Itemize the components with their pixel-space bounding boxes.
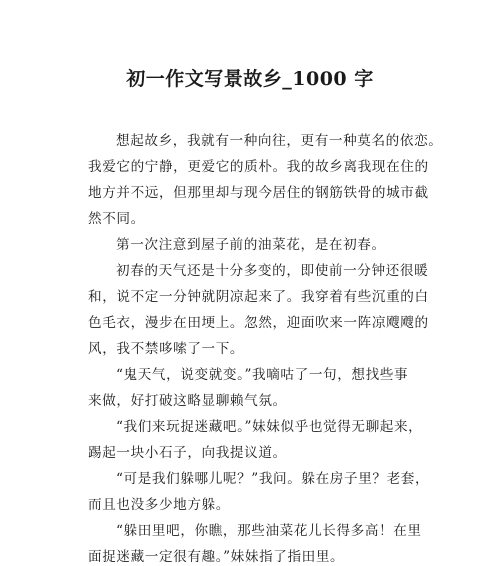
document-body <box>88 128 443 566</box>
paragraph-line: 踢起一块小石子，向我提议道。 <box>88 445 287 461</box>
paragraph-line: “可是我们躲哪儿呢？”我问。躲在房子里？老套， <box>116 471 430 487</box>
paragraph-line: “我们来玩捉迷藏吧。”妹妹似乎也觉得无聊起来， <box>116 419 423 435</box>
paragraph-line: 来做，好打破这略显聊赖气氛。 <box>88 393 287 409</box>
paragraph-line: 和，说不定一分钟就阴凉起来了。我穿着有些沉重的白 <box>88 289 429 305</box>
paragraph-line: 风，我不禁哆嗦了一下。 <box>88 341 245 357</box>
paragraph-line: “鬼天气，说变就变。”我嘀咕了一句，想找些事 <box>116 367 409 383</box>
paragraph-line: “躲田里吧，你瞧，那些油菜花儿长得多高！在里 <box>116 523 422 539</box>
paragraph-line: 色毛衣，漫步在田埂上。忽然，迎面吹来一阵凉飕飕的 <box>88 315 429 331</box>
document-title: 初一作文写景故乡_1000 字 <box>126 68 374 90</box>
paragraph-line: 面捉迷藏一定很有趣。”妹妹指了指田里。 <box>88 549 345 565</box>
paragraph-line: 想起故乡，我就有一种向往，更有一种莫名的依恋。 <box>116 133 443 149</box>
paragraph-line: 地方并不远，但那里却与现今居住的钢筋铁骨的城市截 <box>88 185 429 201</box>
paragraph-line: 我爱它的宁静，更爱它的质朴。我的故乡离我现在住的 <box>88 159 429 175</box>
paragraph-line: 初春的天气还是十分多变的，即使前一分钟还很暖 <box>116 263 429 279</box>
paragraph-line: 第一次注意到屋子前的油菜花，是在初春。 <box>116 237 386 253</box>
paragraph-line: 而且也没多少地方躲。 <box>88 497 230 513</box>
paragraph-line: 然不同。 <box>88 211 145 227</box>
